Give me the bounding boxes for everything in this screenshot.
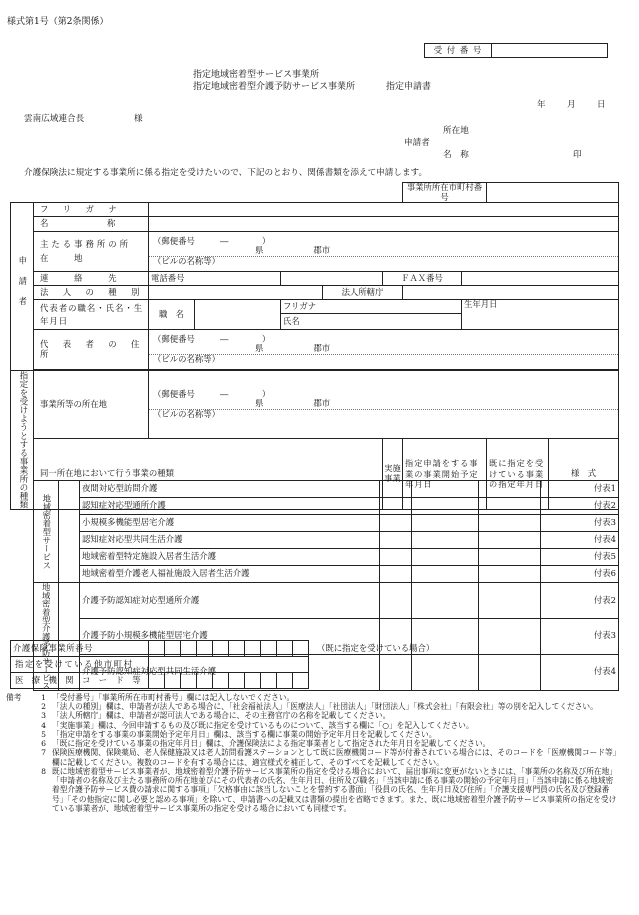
existing-date-cell[interactable] [479, 498, 541, 515]
planned-start-cell[interactable] [412, 566, 479, 583]
furigana-field[interactable] [149, 203, 619, 217]
notes-section [6, 693, 620, 813]
implemented-cell[interactable] [380, 498, 412, 515]
service-row [34, 515, 619, 532]
note-item [6, 693, 620, 702]
office-location-label: 事業所等の所在地 [34, 371, 149, 439]
position-field[interactable] [195, 300, 281, 330]
rep-building: （ビルの名称等） [149, 354, 618, 365]
existing-date-cell[interactable] [479, 515, 541, 532]
birthdate-label: 生年月日 [462, 300, 619, 330]
planned-start-cell[interactable] [412, 481, 479, 498]
rep-postal: （郵便番号 ― ） [153, 333, 271, 344]
prevention-group-label: 地域密着型介護予防サービス [34, 583, 59, 691]
note-item [6, 730, 620, 739]
notes-label-spacer [6, 721, 32, 730]
service-type-header: 同一所在地において行う事業の種類 [34, 439, 383, 510]
addressee-suffix: 様 [134, 114, 143, 124]
note-number: 3 [41, 711, 46, 721]
fax-field[interactable] [462, 272, 619, 286]
implemented-cell[interactable] [380, 583, 412, 619]
form-ref: 付表2 [541, 498, 619, 515]
note-text: 「法人の種別」欄は、申請者が法人である場合に、「社会福祉法人」「医療法人」「社団法人」「財団法人」「株式会社」「有限会社」等の別を記入してください。 [52, 702, 598, 712]
insurance-no-label: 介護保険事業所番号 [11, 641, 149, 657]
designation-section-label: 指定を受けようとする事業所の種類 [11, 371, 34, 510]
planned-start-cell[interactable] [412, 515, 479, 532]
notes-label-spacer [6, 730, 32, 739]
form-ref: 付表3 [541, 515, 619, 532]
service-row [34, 498, 619, 515]
addressee: 雲南広域連合長 [24, 114, 85, 124]
rep-pref: 県 [255, 343, 264, 354]
receipt-number-field[interactable] [492, 44, 608, 58]
main-office-city: 郡市 [313, 245, 331, 256]
main-office-postal: （郵便番号 ― ） [153, 235, 271, 246]
form-ref: 付表3 [541, 618, 619, 654]
form-ref: 付表1 [541, 481, 619, 498]
medical-code-label: 医 療 機 関 コ ー ド 等 [11, 673, 149, 689]
form-number: 様式第1号（第2条関係） [7, 17, 109, 27]
note-text: 保険医療機関、保険薬局、老人保健施設又は老人訪問看護ステーションとして既に医療機関コード等が付番されている場合には、そのコードを「医療機関コード等」欄に記載してください。複数のコードを有する場合には、適宜様式を補正して、そのすべてを記載してください。 [52, 748, 617, 767]
form-ref: 付表5 [541, 549, 619, 566]
main-office-label: 主たる事務所の所 在 地 [34, 232, 149, 272]
service-name: 介護予防認知症対応型共同生活介護 [80, 654, 380, 690]
corp-authority-field[interactable] [403, 286, 619, 300]
rep-title-label: 代表者の職名・氏名・生年月日 [34, 300, 149, 330]
notes-label-spacer [6, 748, 32, 766]
furigana-label: フ リ ガ ナ [34, 203, 149, 217]
application-table [10, 182, 619, 510]
note-text: 「法人所轄庁」欄は、申請者が認可法人である場合に、その主務官庁の名称を記載してください。 [52, 711, 391, 721]
office-city: 郡市 [313, 398, 331, 409]
date-year: 年 [537, 100, 546, 110]
planned-start-cell[interactable] [412, 549, 479, 566]
office-location-field[interactable] [149, 371, 619, 439]
notes-label-spacer [6, 711, 32, 720]
position-label: 職 名 [149, 300, 195, 330]
tel-field[interactable] [281, 272, 383, 286]
planned-start-cell[interactable] [412, 532, 479, 549]
applicant-label: 申請者 [404, 138, 430, 148]
implemented-cell[interactable] [380, 566, 412, 583]
service-row [34, 566, 619, 583]
other-city-field[interactable] [149, 657, 309, 673]
note-text: 「実施事業」欄は、今回申請するもの及び既に指定を受けているものについて、該当する欄に「○」を記入してください。 [52, 720, 474, 730]
main-office-building: （ビルの名称等） [149, 256, 618, 267]
community-group-label: 地域密着型サービス [34, 481, 59, 583]
implemented-cell[interactable] [380, 515, 412, 532]
existing-date-cell[interactable] [479, 583, 541, 619]
note-item [6, 711, 620, 720]
title-suffix: 指定申請書 [386, 82, 432, 92]
note-text: 「既に指定を受けている事業の指定年月日」欄は、介護保険法による指定事業者として指定された年月日を記載してください。 [52, 739, 491, 749]
office-postal: （郵便番号 ― ） [153, 388, 271, 399]
applicant-name-label: 名 称 [443, 150, 469, 160]
note-text: 既に地域密着型サービス事業者が、地域密着型介護予防サービス事業所の指定を受ける場合において、届出事項に変更がないときには、「事業所の名称及び所在地」「申請者の名称及び主たる事務所の所在地並びにその代表者の氏名、生年月日、住所及び職名」「当該申請に係る事業の開始の予定年月日」「当該申請に係る地域密着型介護予防サービス費の請求に関する事項」「欠格事由に該当しないことを誓約する書面」「役員の氏名、生年月日及び住所」「介護支援専門員の氏名及び登録番号」「その他指定に関し必要と認める事項」を除いて、申請書への記載又は書類の提出を省略できます。また、既に地域密着型介護予防サービス事業所の指定を受けている事業者が、地域密着型サービス事業所の指定を受ける場合においても同様です。 [52, 766, 617, 813]
notes-label-spacer [6, 702, 32, 711]
contact-label: 連 絡 先 [34, 272, 149, 286]
note-item [6, 767, 620, 813]
service-row [34, 532, 619, 549]
service-name: 認知症対応型通所介護 [80, 498, 380, 515]
note-number: 5 [41, 729, 46, 739]
title-line2: 指定地域密着型介護予防サービス事業所 [193, 82, 356, 92]
implemented-cell[interactable] [380, 481, 412, 498]
note-number: 6 [41, 739, 46, 749]
service-name: 地域密着型介護老人福祉施設入居者生活介護 [80, 566, 380, 583]
implemented-cell[interactable] [380, 532, 412, 549]
fax-label: ＦＡＸ番号 [383, 272, 462, 286]
corp-authority-label: 法人所轄庁 [323, 286, 403, 300]
tel-label: 電話番号 [149, 272, 281, 286]
main-office-address[interactable] [149, 232, 619, 272]
note-number: 8 [41, 766, 46, 776]
applicant-section-label: 申請者 [11, 203, 34, 371]
corp-type-label: 法 人 の 種 別 [34, 286, 149, 300]
implemented-cell[interactable] [380, 549, 412, 566]
applicant-address-label: 所在地 [443, 126, 469, 136]
municipality-code-label: 事業所所在市町村番号 [403, 183, 487, 203]
form-ref: 付表4 [541, 532, 619, 549]
existing-date-cell[interactable] [479, 532, 541, 549]
rep-city: 郡市 [313, 343, 331, 354]
note-number: 2 [41, 702, 46, 712]
note-number: 4 [41, 720, 46, 730]
rep-address-field[interactable] [149, 330, 619, 370]
title-line1: 指定地域密着型サービス事業所 [193, 70, 320, 80]
service-row [34, 549, 619, 566]
rep-name-label: 氏名 [281, 314, 462, 330]
corp-type-field[interactable] [149, 286, 323, 300]
note-text: 「指定申請をする事業の事業開始予定年月日」欄は、該当する欄に事業の開始予定年月日を記載してください。 [52, 729, 437, 739]
service-row [34, 481, 619, 498]
rep-address-label: 代 表 者 の 住 所 [34, 330, 149, 370]
existing-date-cell[interactable] [479, 549, 541, 566]
note-item [6, 721, 620, 730]
intro-text: 介護保険法に規定する事業所に係る指定を受けたいので、下記のとおり、関係書類を添えて申請します。 [24, 168, 428, 178]
note-text: 「受付番号」「事業所所在市町村番号」欄には記入しないでください。 [52, 693, 295, 702]
other-city-label: 指定を受けている他市町村 [11, 657, 149, 673]
form-col-header: 様 式 [549, 439, 619, 510]
applicant-name-field[interactable] [149, 217, 619, 232]
planned-start-cell[interactable] [412, 583, 479, 619]
service-name: 夜間対応型訪問介護 [80, 481, 380, 498]
main-office-pref: 県 [255, 245, 264, 256]
service-name: 認知症対応型共同生活介護 [80, 532, 380, 549]
existing-date-cell[interactable] [479, 566, 541, 583]
existing-date-cell[interactable] [479, 481, 541, 498]
planned-start-cell[interactable] [412, 498, 479, 515]
insurance-note: （既に指定を受けている場合） [309, 641, 639, 657]
form-ref: 付表6 [541, 566, 619, 583]
implemented-header: 実施事業 [383, 439, 403, 510]
note-number: 1 [41, 693, 46, 702]
service-row [34, 583, 619, 619]
planned-start-header: 指定申請をする事業の事業開始予定年月日 [403, 439, 487, 510]
office-building: （ビルの名称等） [149, 409, 618, 420]
service-name: 介護予防小規模多機能型居宅介護 [80, 618, 380, 654]
service-name: 介護予防認知症対応型通所介護 [80, 583, 380, 619]
form-ref: 付表4 [541, 654, 619, 690]
notes-label-spacer [6, 767, 32, 813]
footer-rows-table [10, 640, 639, 689]
rep-furigana-label: フリガナ [281, 300, 462, 314]
notes-label: 備考 [6, 693, 22, 702]
note-item [6, 748, 620, 766]
receipt-number-box [424, 43, 608, 58]
notes-label-spacer [6, 739, 32, 748]
note-number: 7 [41, 748, 46, 758]
service-name: 小規模多機能型居宅介護 [80, 515, 380, 532]
date-month: 月 [567, 100, 576, 110]
receipt-number-label: 受 付 番 号 [425, 44, 492, 58]
office-pref: 県 [255, 398, 264, 409]
group-spacer [59, 481, 80, 583]
existing-date-header: 既に指定を受けている事業の指定年月日 [487, 439, 549, 510]
form-ref: 付表2 [541, 583, 619, 619]
applicant-name-label-cell: 名 称 [34, 217, 149, 232]
municipality-code-field[interactable] [487, 183, 619, 203]
seal-mark: 印 [573, 150, 582, 160]
date-day: 日 [597, 100, 606, 110]
service-name: 地域密着型特定施設入居者生活介護 [80, 549, 380, 566]
